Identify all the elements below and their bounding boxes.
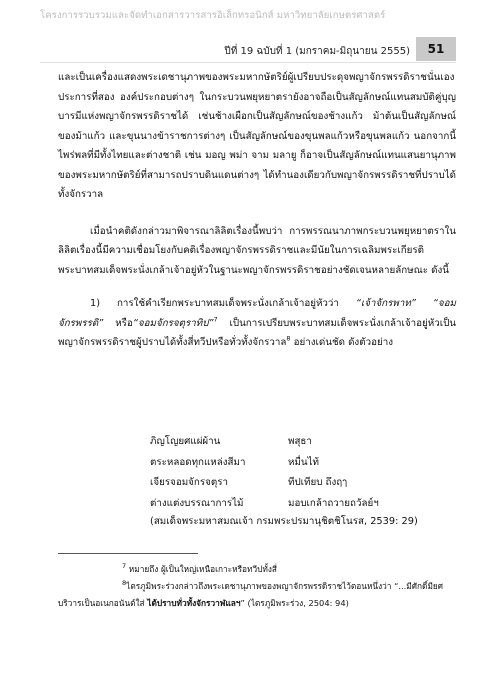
footnote-divider (58, 553, 198, 554)
poem-line (150, 453, 450, 474)
running-header: โครงการรวบรวมและจัดทำเอกสารวารสารอิเล็กทรอนิกส์ มหาวิทยาลัยเกษตรศาสตร์ (40, 10, 386, 21)
term-chatura-thip: “จอมจักรจตุราทิป” (132, 317, 214, 329)
poem-line (150, 494, 450, 515)
footnote-ref-7[interactable]: 7 (213, 315, 218, 324)
poem-hemistich-right: หมื่นไท้ (288, 456, 319, 468)
footnote-7-mark: 7 (122, 562, 127, 571)
paragraph-1: และเป็นเครื่องแสดงพระเดชานุภาพของพระมหากษัตริย์ผู้เปรียบประดุจพญาจักรพรรดิราชนั่นเอง ประการที่สอง องค์ประกอบต่างๆ ในกระบวนพยุหยาตรายังอาจถือเป็นสัญลักษณ์แทนสมบัติคู่บุญบารมีแห่งพญาจักรพรรดิราชได้ เช่นช้างเผือกเป็นสัญลักษณ์ของช้างแก้ว ม้าต้นเป็นสัญลักษณ์ของม้าแก้ว และขุนนางข้าราชการต่างๆ เป็นสัญลักษณ์ของขุนพลแก้วหรือขุนพลแก้ว นอกจากนี้ไพร่พลที่มีทั้งไทยและต่างชาติ เช่น มอญ พม่า จาม มลายู ก็อาจเป็นสัญลักษณ์แทนแสนยานุภาพของพระมหากษัตริย์ที่สามารถปราบดินแดนต่างๆ ได้ทำนองเดียวกับพญาจักรพรรดิราชที่ปราบได้ทั้งจักรวาล (58, 72, 456, 200)
term-chakkraphat: “เจ้าจักรพาท” “จอมจักรพรรดิ” (58, 298, 456, 329)
footnote-8 (58, 578, 456, 612)
poem-line (150, 473, 450, 494)
poem-citation: (สมเด็จพระมหาสมณเจ้า กรมพระปรมานุชิตชิโนรส, 2539: 29) (150, 516, 418, 527)
footnote-8-tail: ” (ไตรภูมิพระร่วง, 2504: 94) (240, 598, 349, 609)
footnote-7-text: หมายถึง ผู้เป็นใหญ่เหนือเกาะหรือทวีปทั้งสี่ (126, 564, 277, 574)
poem-line (150, 432, 450, 453)
poem-hemistich-right: พสุธา (288, 436, 312, 447)
paragraph-3-mid2: เป็นการเปรียบพระบาทสมเด็จพระนั่งเกล้าเจ้าอยู่หัวเป็นพญาจักรพรรดิราชผู้ปราบได้ทั้งสี่ทวีปหรือทั่วทั้งจักรวาล (58, 317, 456, 348)
paragraph-2: เมื่อนำคติดังกล่าวมาพิจารณาลิลิตเรื่องนี้พบว่า การพรรณนาภาพกระบวนพยุหยาตราในลิลิตเรื่องนี้มีความเชื่อมโยงกับคติเรื่องพญาจักรพรรดิราชและมีนัยในการเฉลิมพระเกียรติพระบาทสมเด็จพระนั่งเกล้าเจ้าอยู่หัวในฐานะพญาจักรพรรดิราชอย่างชัดเจนหลายลักษณะ ดังนี้ (58, 225, 456, 276)
header-divider (40, 62, 456, 63)
issue-info: ปีที่ 19 ฉบับที่ 1 (มกราคม-มิถุนายน 2555) (224, 46, 410, 57)
paragraph-3-mid1: หรือ (103, 317, 133, 329)
paragraph-3-lead: 1) การใช้คำเรียกพระบาทสมเด็จพระนั่งเกล้าเจ้าอยู่หัวว่า (90, 298, 356, 309)
poem-hemistich-left: ต่างแต่งบรรณาการไม้ (150, 497, 244, 509)
footnote-8-bold-quote: ได้ปราบทั่วทั้งจักรวาฬแลฯ (147, 598, 241, 609)
poem-hemistich-left: ตระหลอดทุกแหล่งสีมา (150, 456, 246, 468)
footnote-7 (58, 561, 456, 578)
body-text (58, 68, 456, 353)
footnote-ref-8[interactable]: 8 (286, 334, 291, 343)
footnote-8-mark: 8 (122, 579, 127, 588)
poem-hemistich-right: มอบเกล้าถวายถวัลย์ฯ (288, 497, 379, 509)
poem-hemistich-right: ทีปเทียบ ถึงฤๅ (288, 477, 347, 488)
poem-hemistich-left: เจียรจอมจักรจตุรา (150, 477, 228, 488)
poem-hemistich-left: ภิญโญยศแผ่ผ้าน (150, 436, 221, 447)
paragraph-3 (58, 294, 456, 353)
footnote-8-text: ไตรภูมิพระร่วงกล่าวถึงพระเดชานุภาพของพญาจักรพรรดิราชไว้ตอนหนึ่งว่า “...มีศักดิ์มียศบริวารเป็นอเนกอนันต์ใส่ (58, 581, 444, 609)
footnotes (58, 561, 456, 613)
poem-excerpt (150, 432, 450, 514)
paragraph-3-tail: อย่างเด่นชัด ดังตัวอย่าง (290, 337, 393, 348)
page-number: 51 (416, 37, 456, 61)
